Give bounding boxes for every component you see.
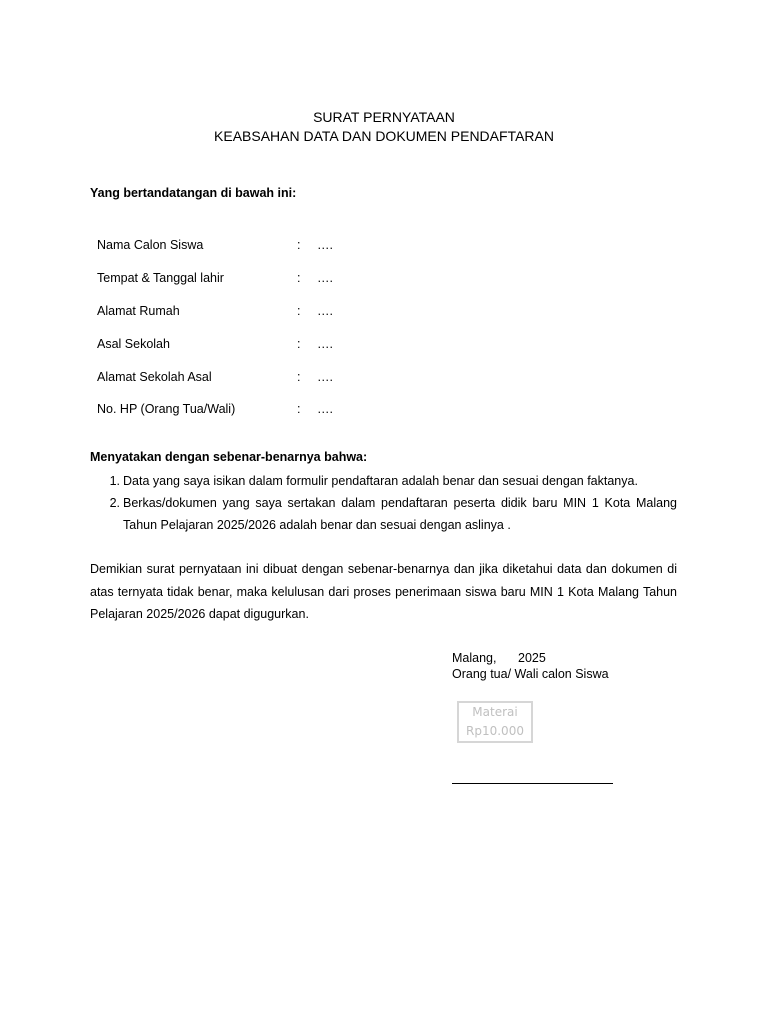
signature-block xyxy=(452,650,609,682)
field-row-nama xyxy=(97,229,333,262)
field-value: …. xyxy=(317,336,333,351)
place-city: Malang, xyxy=(452,651,497,665)
field-row-no-hp xyxy=(97,393,333,426)
field-colon: : xyxy=(297,238,301,253)
list-text: Data yang saya isikan dalam formulir pendaftaran adalah benar dan sesuai dengan faktanya. xyxy=(123,474,638,488)
signature-line xyxy=(452,783,613,784)
field-label: Asal Sekolah xyxy=(97,336,170,351)
title-line-2: KEABSAHAN DATA DAN DOKUMEN PENDAFTARAN xyxy=(214,128,554,144)
field-row-alamat xyxy=(97,295,333,328)
field-value: …. xyxy=(317,238,333,253)
materai-stamp-box xyxy=(457,701,533,743)
list-item xyxy=(90,470,677,492)
field-label: Alamat Rumah xyxy=(97,303,180,318)
field-colon: : xyxy=(297,271,301,286)
stamp-value: Rp10.000 xyxy=(466,724,524,738)
document-title xyxy=(0,108,768,146)
field-colon: : xyxy=(297,369,301,384)
list-number: 2. xyxy=(109,496,120,510)
place-date xyxy=(452,650,609,666)
list-item xyxy=(90,492,677,536)
field-row-asal-sekolah xyxy=(97,327,333,360)
identity-fields xyxy=(97,229,333,426)
signer-role: Orang tua/ Wali calon Siswa xyxy=(452,667,609,681)
field-value: …. xyxy=(317,369,333,384)
declaration-heading: Menyatakan dengan sebenar-benarnya bahwa: xyxy=(90,450,368,464)
field-value: …. xyxy=(317,402,333,417)
field-colon: : xyxy=(297,402,301,417)
list-text: Berkas/dokumen yang saya sertakan dalam pendaftaran peserta didik baru MIN 1 Kota Malang Tahun Pelajaran 2025/2026 adalah benar dan sesuai dengan aslinya . xyxy=(123,496,677,532)
date-year: 2025 xyxy=(518,651,546,665)
field-colon: : xyxy=(297,336,301,351)
field-colon: : xyxy=(297,303,301,318)
field-label: Alamat Sekolah Asal xyxy=(97,369,212,384)
field-value: …. xyxy=(317,271,333,286)
field-label: Nama Calon Siswa xyxy=(97,238,204,253)
field-label: Tempat & Tanggal lahir xyxy=(97,271,224,286)
declaration-list xyxy=(90,470,677,536)
list-number: 1. xyxy=(109,474,120,488)
field-value: …. xyxy=(317,303,333,318)
intro-text: Yang bertandatangan di bawah ini: xyxy=(90,186,297,200)
field-label: No. HP (Orang Tua/Wali) xyxy=(97,402,236,417)
closing-paragraph: Demikian surat pernyataan ini dibuat dengan sebenar-benarnya dan jika diketahui data dan dokumen di atas ternyata tidak benar, maka kelulusan dari proses penerimaan siswa baru MIN 1 Kota Malang Tahun Pelajaran 2025/2026 dapat digugurkan. xyxy=(90,562,677,621)
field-row-ttl xyxy=(97,262,333,295)
title-line-1: SURAT PERNYATAAN xyxy=(313,109,455,125)
field-row-alamat-sekolah xyxy=(97,360,333,393)
stamp-label: Materai xyxy=(472,705,518,719)
